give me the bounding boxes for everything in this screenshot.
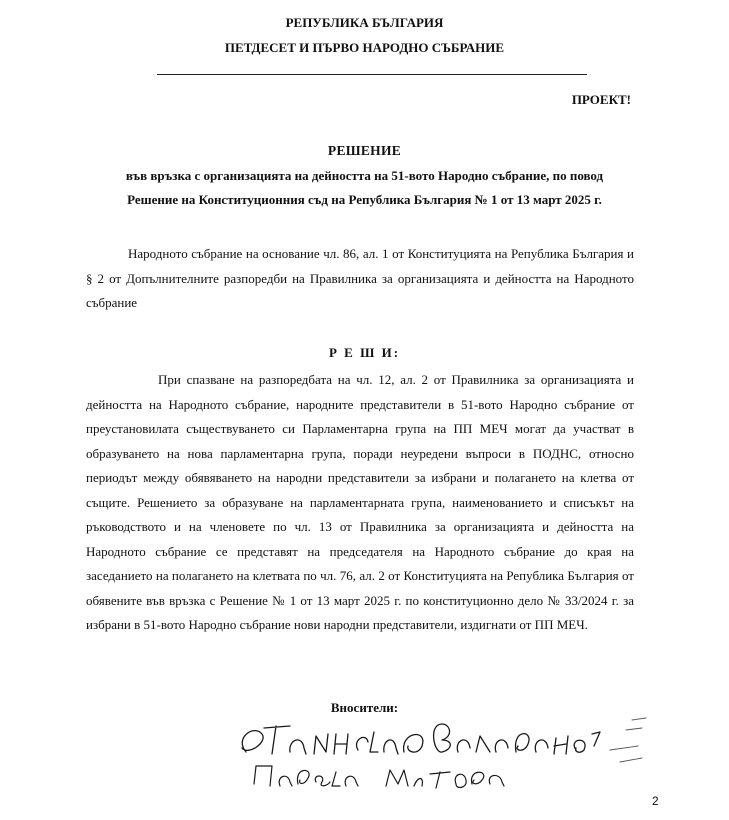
handwritten-signatures — [228, 712, 648, 802]
subject-line-2: Решение на Конституционния съд на Република България № 1 от 13 март 2025 г. — [127, 192, 602, 207]
signature-1 — [242, 724, 600, 754]
margin-scribbles — [610, 718, 646, 762]
decision-title: РЕШЕНИЕ — [327, 143, 402, 158]
country-name: РЕПУБЛИКА БЪЛГАРИЯ — [285, 15, 444, 30]
intro-paragraph: Народното събрание на основание чл. 86, ал. 1 от Конституцията на Република България и § 2 от Допълнителните разпоредби на Правилника за организацията и дейността на Народното събрание — [86, 246, 634, 310]
signature-2 — [254, 766, 504, 788]
header-divider — [157, 74, 587, 75]
assembly-name: ПЕТДЕСЕТ И ПЪРВО НАРОДНО СЪБРАНИЕ — [224, 40, 505, 55]
subject-line-1: във връзка с организацията на дейността на 51-вото Народно събрание, по повод — [125, 168, 604, 183]
decision-subject — [80, 164, 649, 212]
document-header — [0, 10, 729, 60]
draft-mark: ПРОЕКТ! — [571, 92, 631, 107]
introducers-label: Вносители: — [330, 700, 399, 715]
decided-label: Р Е Ш И: — [328, 345, 401, 360]
page-number: 2 — [652, 794, 659, 808]
body-paragraph: При спазване на разпоредбата на чл. 12, ал. 2 от Правилника за организацията и дейността на Народното събрание, народните представители в 51-вото Народно събрание от преустановилата съществуването си Парламентарна група на ПП МЕЧ могат да участват в образуването на нова парламентарна група, поради неуредени въпроси в ПОДНС, относно периодът между обявяването на народни представители за избрани и полагането на клетва от същите. Решението за образуване на парламентарната група, наименованието и списъкът на ръководството и на членовете по чл. 13 от Правилника за организацията и дейността на Народното събрание се представят на председателя на Народното събрание до края на заседанието на полагането на клетвата по чл. 76, ал. 2 от Конституцията на Република България от обявените във връзка с Решение № 1 от 13 март 2025 г. по конституционно дело № 33/2024 г. за избрани в 51-вото Народно събрание нови народни представители, издигнати от ПП МЕЧ. — [86, 372, 634, 632]
